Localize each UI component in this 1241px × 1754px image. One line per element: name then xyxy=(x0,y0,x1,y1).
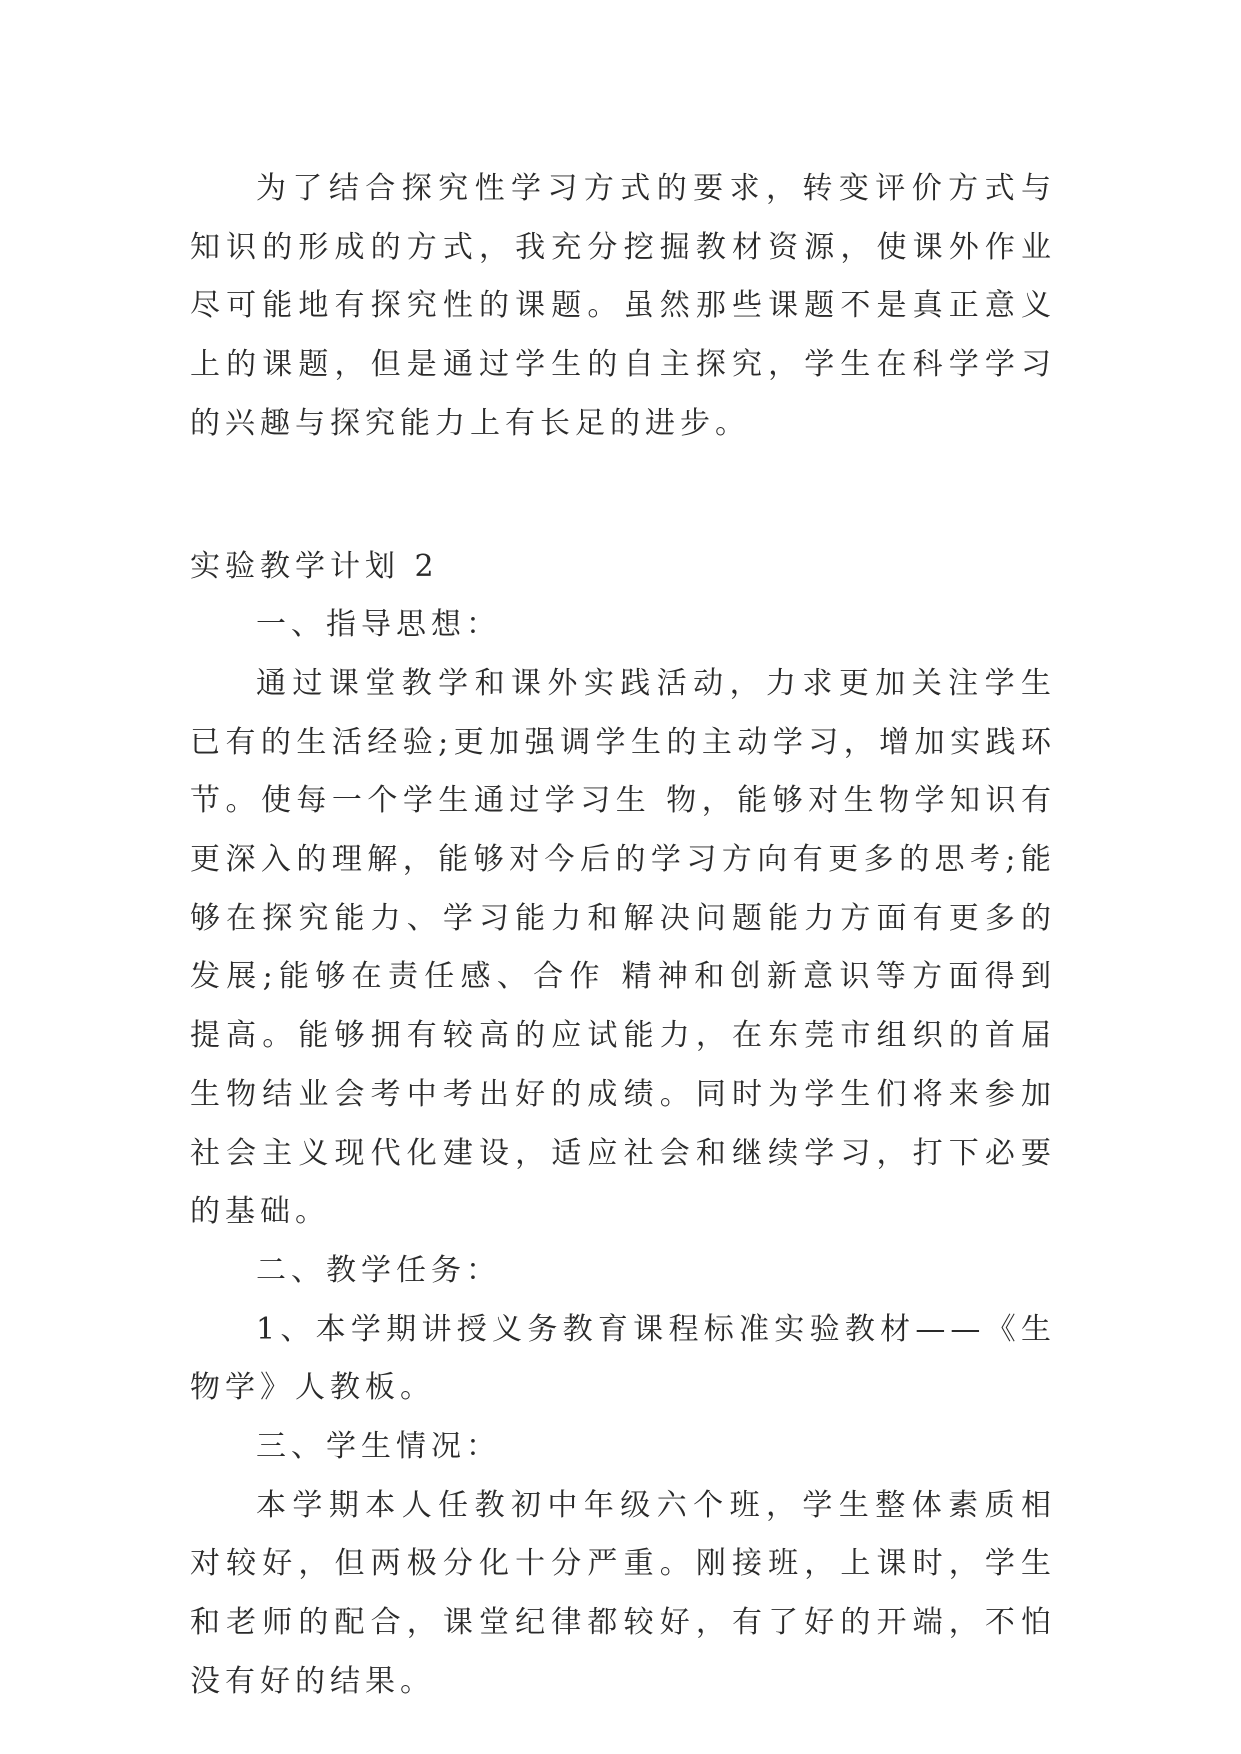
section-gap xyxy=(190,454,1056,538)
section-title: 实验教学计划 2 xyxy=(190,548,439,584)
guiding-paragraph: 通过课堂教学和课外实践活动，力求更加关注学生已有的生活经验;更加强调学生的主动学习，增加实践环节。使每一个学生通过学习生 物，能够对生物学知识有更深入的理解，能够对今后的学习方向有更多的思考;能够在探究能力、学习能力和解决问题能力方面有更多的发展;能够在责任感、合作 精神和创新意识等方面得到提高。能够拥有较高的应试能力，在东莞市组织的首届生物结业会考中考出好的成绩。同时为学生们将来参加社会主义现代化建设，适应社会和继续学习，打下必要的基础。 xyxy=(190,665,1056,1230)
intro-paragraph: 为了结合探究性学习方式的要求，转变评价方式与知识的形成的方式，我充分挖掘教材资源，使课外作业尽可能地有探究性的课题。虽然那些课题不是真正意义上的课题，但是通过学生的自主探究，学生在科学学习的兴趣与探究能力上有长足的进步。 xyxy=(190,171,1056,441)
tasks-heading: 二、教学任务： xyxy=(256,1252,501,1288)
document-page xyxy=(190,160,1056,1712)
students-paragraph: 本学期本人任教初中年级六个班，学生整体素质相对较好，但两极分化十分严重。刚接班，上课时，学生和老师的配合，课堂纪律都较好，有了好的开端，不怕没有好的结果。 xyxy=(190,1487,1056,1699)
tasks-item-1: 1、本学期讲授义务教育课程标准实验教材——《生物学》人教板。 xyxy=(190,1311,1056,1406)
students-heading: 三、学生情况： xyxy=(256,1429,501,1465)
guiding-heading: 一、指导思想： xyxy=(256,607,501,643)
